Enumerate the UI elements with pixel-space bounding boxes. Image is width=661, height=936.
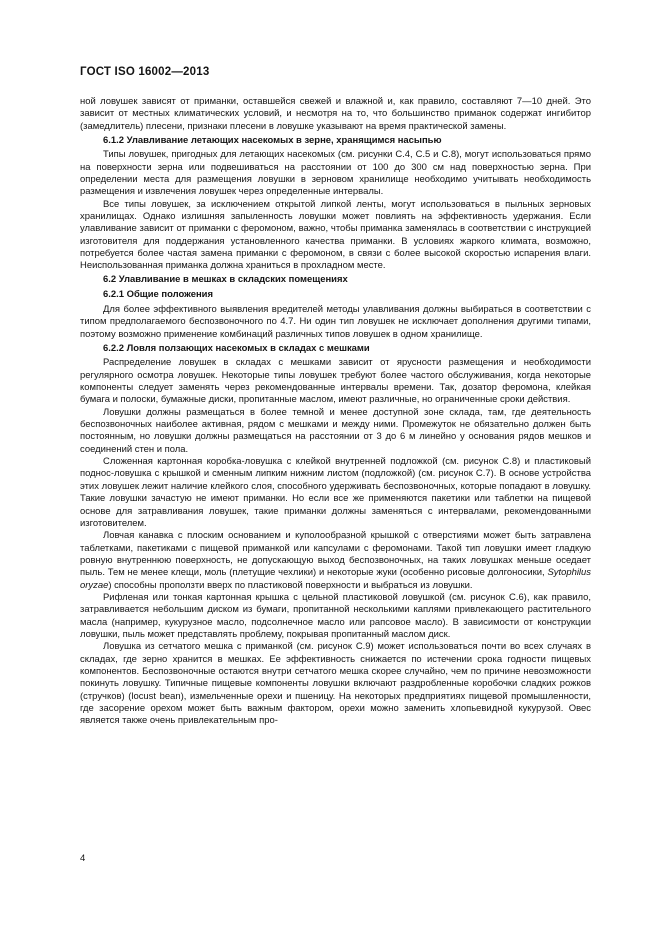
body-paragraph: ной ловушек зависят от приманки, оставшейся свежей и влажной и, как правило, составляют 7—10 дней. Это зависит от местных климатических условий, и несмотря на то, что большинство приманок содержат ингибитор (замедлитель) плесени, признаки плесени в ловушке указывают на время практической замены. bbox=[80, 96, 591, 132]
body-paragraph: Сложенная картонная коробка-ловушка с клейкой внутренней подложкой (см. рисунок C.8) и пластиковый поднос-ловушка с крышкой и сменным липким нижним листом (подложкой) (см. рисунок C.7). В основе устройства этих ловушек лежит наличие клейкого слоя, способного удерживать беспозвоночных, которые попадают в ловушку. Такие ловушки зачастую не имеют приманки. Но если все же применяются пакетики или таблетки на пищевой основе для затравливания ловушек, такие приманки должны заменяться с интервалами, рекомендованными изготовителем. bbox=[80, 456, 591, 529]
document-header: ГОСТ ISO 16002—2013 bbox=[80, 66, 210, 78]
section-heading: 6.2.1 Общие положения bbox=[103, 289, 213, 301]
body-paragraph bbox=[80, 530, 591, 592]
body-paragraph: Ловушки должны размещаться в более темной и менее доступной зоне склада, там, где деятельность беспозвоночных наиболее активная, рядом с мешками и между ними. Промежуток не обязательно должен быть постоянным, но ловушки должны размещаться на расстоянии от 3 до 6 м линейно у основания рядов мешков и соединений стен и пола. bbox=[80, 406, 591, 455]
body-paragraph: Типы ловушек, пригодных для летающих насекомых (см. рисунки C.4, C.5 и C.8), могут использоваться прямо на поверхности зерна или подвешиваться на расстоянии от 100 до 300 см над поверхностью зерна. При определении места для размещения ловушки в зерновом хранилище необходимо учитывать необходимость размещения и извлечения ловушек через определенные интервалы. bbox=[80, 149, 591, 198]
species-name: Sytophilus oryzae bbox=[80, 567, 591, 591]
paragraph-text: ) способны проползти вверх по пластиковой поверхности и выбраться из ловушки. bbox=[108, 579, 473, 591]
paragraph-text: Ловчая канавка с плоским основанием и куполообразной крышкой с отверстиями может быть затравлена таблетками, пакетиками с пищевой приманкой или капсулами с феромонами. Такой тип ловушки имеет гладкую ровную внутреннюю поверхность, не допускающую выход беспозвоночных, на таких ловушках меньше оседает пыль. Тем не менее клещи, моль (плетущие чехлики) и некоторые жуки (особенно рисовые долгоносики, bbox=[80, 530, 591, 579]
body-paragraph: Ловушка из сетчатого мешка с приманкой (см. рисунок C.9) может использоваться почти во всех случаях в складах, где зерно хранится в мешках. Ее эффективность снижается по истечении срока годности пищевых компонентов. Беспозвоночные остаются внутри сетчатого мешка скорее случайно, чем по причине невозможности покинуть ловушку. Типичные пищевые компоненты ловушки включают раздробленные коробочки сладких рожков (стручков) (locust bean), измельченные орехи и пшеницу. На некоторых предприятиях пищевой промышленности, где засорение орехом может быть важным фактором, орехи можно заменить хлопьевидной кукурузой. Овес является также очень привлекательным про- bbox=[80, 641, 591, 727]
section-heading: 6.1.2 Улавливание летающих насекомых в зерне, хранящимся насыпью bbox=[103, 134, 442, 146]
body-paragraph: Распределение ловушек в складах с мешками зависит от ярусности размещения и необходимости регулярного осмотра ловушек. Некоторые типы ловушек требуют более частого обслуживания, когда некоторые компоненты следует заменять через рекомендованные интервалы времени. Так, дозатор феромона, клейкая бумага и полоски, бумажные диски, пропитанные маслом, имеют различные, но ограниченные сроки действия. bbox=[80, 357, 591, 406]
body-paragraph: Рифленая или тонкая картонная крышка с цельной пластиковой ловушкой (см. рисунок C.6), как правило, затравливается небольшим диском из бумаги, пропитанной несколькими каплями привлекающего растительного масла (например, кукурузное масло, подсолнечное масло или рапсовое масло). В зависимости от конструкции ловушки, пыль может представлять проблему, покрывая пропитанный маслом диск. bbox=[80, 591, 591, 640]
page-number: 4 bbox=[80, 853, 86, 864]
section-heading: 6.2 Улавливание в мешках в складских помещениях bbox=[103, 274, 348, 286]
document-body bbox=[80, 96, 591, 728]
section-heading: 6.2.2 Ловля ползающих насекомых в складах с мешками bbox=[103, 342, 370, 354]
body-paragraph: Все типы ловушек, за исключением открытой липкой ленты, могут использоваться в пыльных зерновых хранилищах. Однако излишняя запыленность ловушки может повлиять на эффективность удержания. Если улавливание зависит от приманки с феромоном, важно, чтобы приманка заменялась в соответствии с инструкцией изготовителя для поддержания установленного качества приманки. В условиях жаркого климата, возможно, потребуется более частая замена приманки с феромоном, в связи с более высокой скоростью испарения влаги. Неиспользованная приманка должна храниться в прохладном месте. bbox=[80, 198, 591, 272]
body-paragraph: Для более эффективного выявления вредителей методы улавливания должны выбираться в соответствии с типом предполагаемого беспозвоночного по 4.7. Ни один тип ловушек не исключает дополнения другими типами, поэтому возможно применение комбинаций различных типов ловушек в одном хранилище. bbox=[80, 304, 591, 340]
